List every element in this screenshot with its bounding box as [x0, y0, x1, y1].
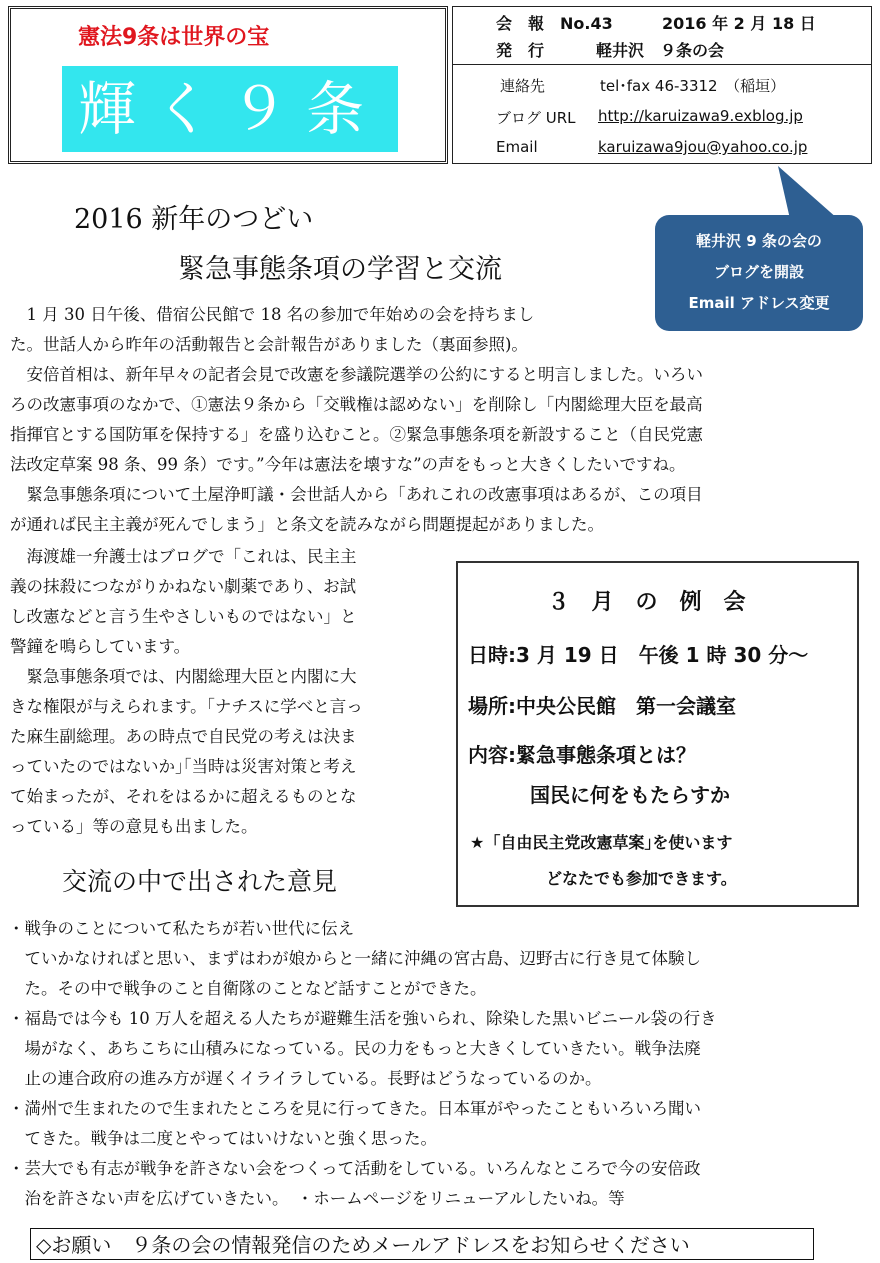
email-label: Email — [496, 138, 538, 156]
list-item: てきた。戦争は二度とやってはいけないと強く思った。 — [8, 1129, 437, 1148]
list-item: 場がなく、あちこちに山積みになっている。民の力をもっと大きくしていきたい。戦争法廃 — [8, 1039, 701, 1058]
text-line: て始まったが、それをはるかに超えるものとな — [10, 787, 357, 806]
issue-date: 2016 年 2 月 18 日 — [662, 14, 816, 33]
request-text: ◇お願い ９条の会の情報発信のためメールアドレスをお知らせください — [36, 1233, 690, 1257]
publisher-label: 発 行 — [496, 41, 545, 60]
text-line: 指揮官とする国防軍を保持する」を盛り込むこと。②緊急事態条項を新設すること（自民党憲 — [10, 425, 703, 444]
blog-link[interactable]: http://karuizawa9.exblog.jp — [598, 107, 803, 125]
text-line: た麻生副総理。あの時点で自民党の考えは決ま — [10, 727, 357, 746]
text-line: 義の抹殺につながりかねない劇薬であり、お試 — [10, 577, 357, 596]
text-line: 安倍首相は、新年早々の記者会見で改憲を参議院選挙の公約にすると明言しました。いろい — [10, 365, 703, 384]
text-line: が通れば民主主義が死んでしまう」と条文を読みながら問題提起がありました。 — [10, 515, 604, 534]
article-title: 2016 新年のつどい — [74, 204, 314, 235]
callout-line: ブログを開設 — [713, 263, 804, 281]
text-line: ろの改憲事項のなかで、①憲法９条から「交戦権は認めない」を削除し「内閣総理大臣を最高 — [10, 395, 703, 414]
text-line: きな権限が与えられます。｢ナチスに学べと言っ — [10, 697, 363, 716]
list-item: ・芸大でも有志が戦争を許さない会をつくって活動をしている。いろんなところで今の安倍政 — [8, 1159, 701, 1178]
list-item: 治を許さない声を広げていきたい。 ・ホームページをリニューアルしたいね。等 — [8, 1189, 625, 1208]
list-item: ていかなければと思い、まずはわが娘からと一緒に沖縄の宮古島、辺野古に行き見て体験し — [8, 949, 701, 968]
meeting-place: 場所:中央公民館 第一会議室 — [468, 694, 736, 718]
contact-label: 連絡先 — [500, 77, 546, 95]
info-divider — [452, 64, 872, 65]
opinions-heading: 交流の中で出された意見 — [62, 867, 338, 896]
callout-line: 軽井沢 9 条の会の — [696, 232, 822, 250]
contact-phone: tel･fax 46-3312 （稲垣） — [600, 77, 786, 95]
slogan: 憲法9条は世界の宝 — [78, 25, 270, 50]
meeting-content-cont: 国民に何をもたらすか — [530, 783, 730, 807]
email-link[interactable]: karuizawa9jou@yahoo.co.jp — [598, 138, 808, 156]
text-line: 警鐘を鳴らしています。 — [10, 637, 191, 656]
opinions-list — [8, 914, 717, 1214]
meeting-title: ３月の例会 — [547, 589, 768, 615]
list-item: 止の連合政府の進み方が遅くイライラしている。長野はどうなっているのか。 — [8, 1069, 602, 1088]
text-line: 緊急事態条項では、内閣総理大臣と内閣に大 — [10, 667, 357, 686]
article-subtitle: 緊急事態条項の学習と交流 — [178, 254, 502, 285]
issue-number: 会 報 No.43 — [496, 14, 613, 33]
article-left-column — [10, 542, 363, 842]
text-line: っていたのではないか｣｢当時は災害対策と考え — [10, 757, 357, 776]
text-line: し改憲などと言う生やさしいものではない」と — [10, 607, 357, 626]
article-intro — [10, 300, 703, 540]
meeting-note: ★「自由民主党改憲草案｣を使います — [470, 833, 733, 852]
newsletter-title: 輝く９条 — [77, 75, 382, 143]
text-line: た。世話人から昨年の活動報告と会計報告がありました（裏面参照)。 — [10, 335, 528, 354]
callout-line: Email アドレス変更 — [688, 294, 830, 312]
text-line: 海渡雄一弁護士はブログで「これは、民主主 — [10, 547, 357, 566]
meeting-datetime: 日時:3 月 19 日 午後 1 時 30 分～ — [468, 643, 809, 667]
list-item: ・戦争のことについて私たちが若い世代に伝え — [8, 919, 355, 938]
text-line: 緊急事態条項について土屋浄町議・会世話人から「あれこれの改憲事項はあるが、この項目 — [10, 485, 703, 504]
text-line: っている」等の意見も出ました。 — [10, 817, 258, 836]
meeting-content: 内容:緊急事態条項とは？ — [468, 743, 696, 767]
publisher-name: 軽井沢 ９条の会 — [596, 41, 725, 60]
list-item: ・満州で生まれたので生まれたところを見に行ってきた。日本軍がやったこともいろいろ聞い — [8, 1099, 701, 1118]
meeting-note-cont: どなたでも参加できます。 — [546, 869, 737, 888]
blog-label: ブログ URL — [496, 109, 576, 127]
list-item: ・福島では今も 10 万人を超える人たちが避難生活を強いられ、除染した黒いビニール袋の行き — [8, 1009, 717, 1028]
text-line: 1 月 30 日午後、借宿公民館で 18 名の参加で年始めの会を持ちまし — [10, 305, 535, 324]
list-item: た。その中で戦争のこと自衛隊のことなど話すことができた。 — [8, 979, 487, 998]
text-line: 法改定草案 98 条、99 条）です。”今年は憲法を壊すな”の声をもっと大きくしたいですね。 — [10, 455, 686, 474]
